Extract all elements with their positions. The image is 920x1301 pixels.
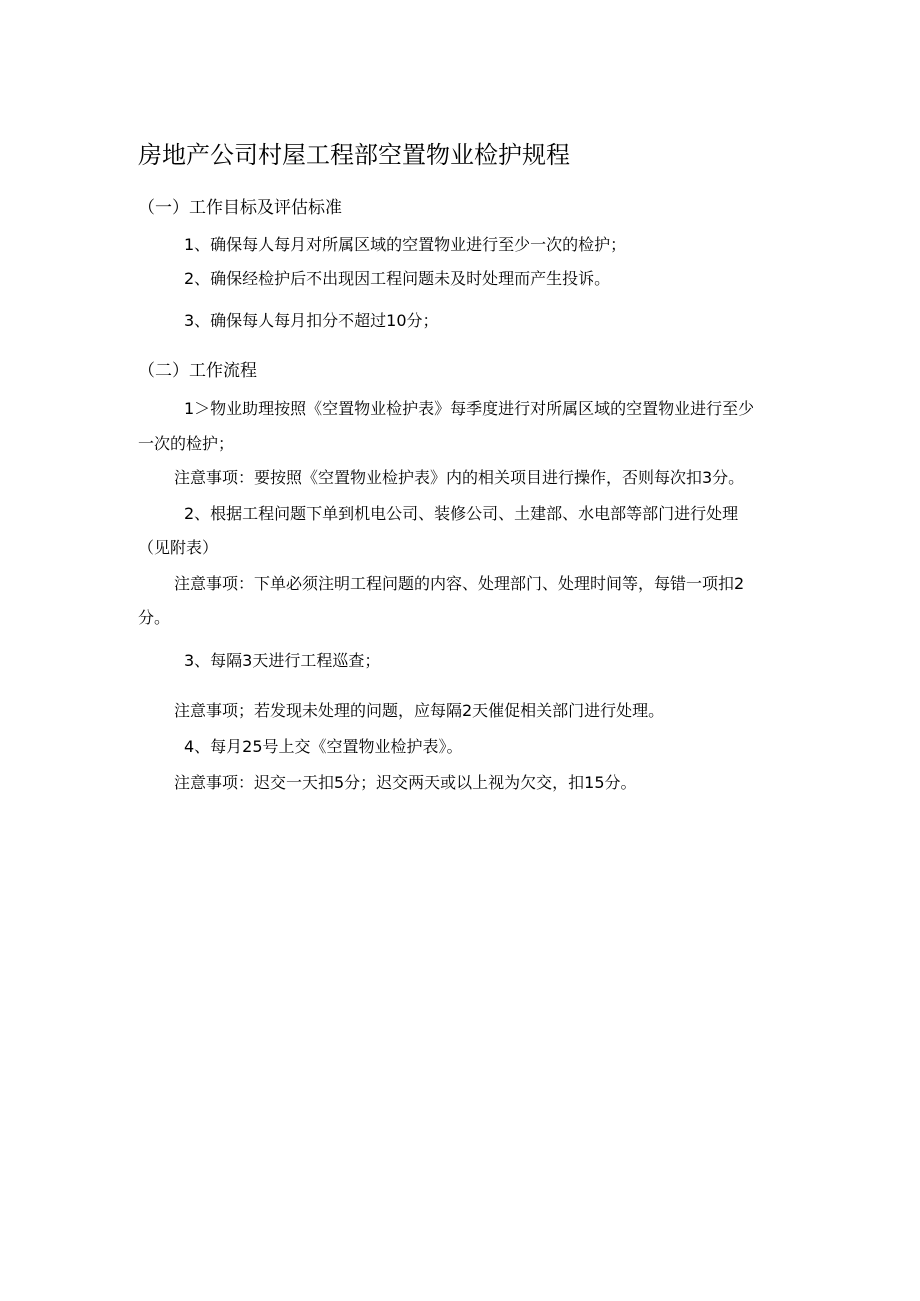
document-title: 房地产公司村屋工程部空置物业检护规程 — [138, 141, 570, 169]
goal-item-1: 1、确保每人每月对所属区域的空置物业进行至少一次的检护； — [184, 235, 627, 254]
process-step-3: 3、每隔3天进行工程巡查； — [184, 651, 381, 670]
process-step-1-line-1: 1＞物业助理按照《空置物业检护表》每季度进行对所属区域的空置物业进行至少 — [184, 399, 755, 418]
process-step-1-note: 注意事项：要按照《空置物业检护表》内的相关项目进行操作，否则每次扣3分。 — [174, 468, 745, 487]
process-step-4-note: 注意事项：迟交一天扣5分；迟交两天或以上视为欠交，扣15分。 — [174, 773, 637, 792]
process-step-3-note: 注意事项；若发现未处理的问题，应每隔2天催促相关部门进行处理。 — [174, 701, 665, 720]
section-heading-process: （二）工作流程 — [138, 361, 257, 381]
process-step-2-line-1: 2、根据工程问题下单到机电公司、装修公司、土建部、水电部等部门进行处理 — [184, 504, 739, 523]
process-step-2-note-line-2: 分。 — [138, 608, 171, 627]
process-step-4: 4、每月25号上交《空置物业检护表》。 — [184, 737, 463, 756]
process-step-1-line-2: 一次的检护； — [138, 434, 235, 453]
process-step-2-note-line-1: 注意事项：下单必须注明工程问题的内容、处理部门、处理时间等，每错一项扣2 — [174, 574, 745, 593]
section-heading-goals: （一）工作目标及评估标准 — [138, 198, 342, 218]
goal-item-3: 3、确保每人每月扣分不超过10分； — [184, 311, 439, 330]
process-step-2-line-2: （见附表） — [138, 538, 219, 557]
goal-item-2: 2、确保经检护后不出现因工程问题未及时处理而产生投诉。 — [184, 269, 611, 288]
